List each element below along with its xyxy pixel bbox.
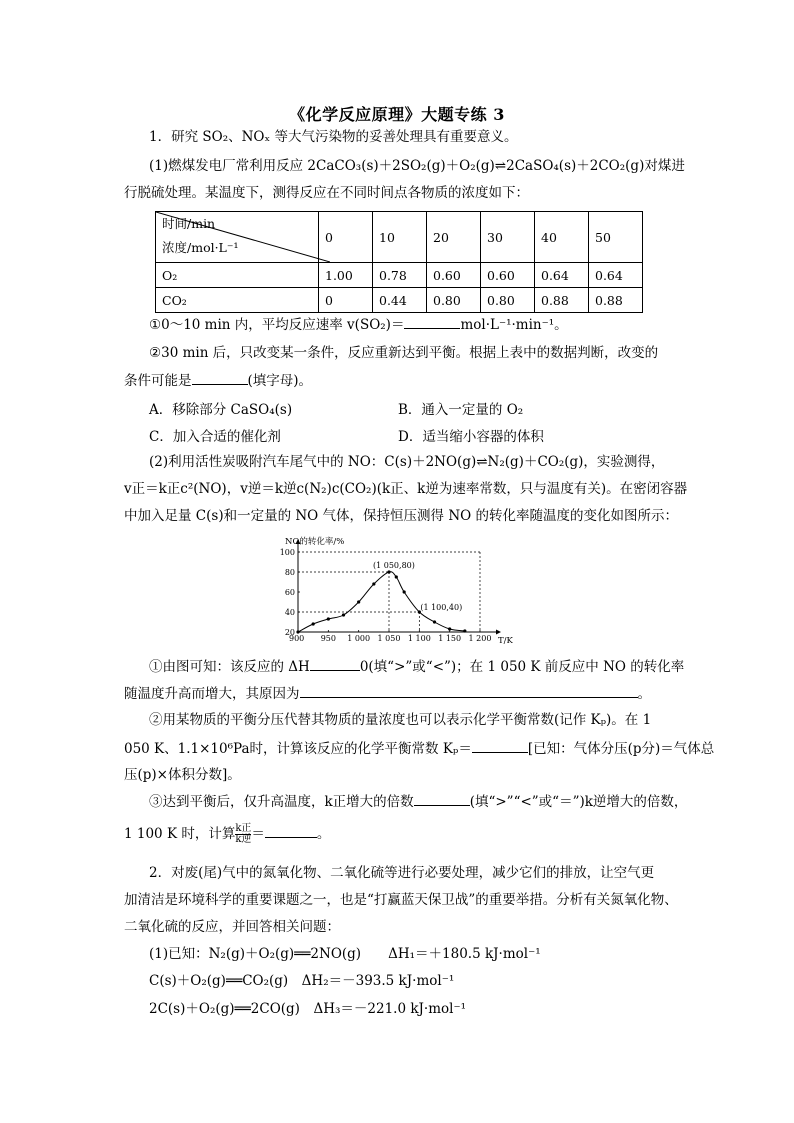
q2-3-line1 bbox=[149, 792, 687, 811]
answer-blank[interactable] bbox=[300, 684, 638, 698]
data-point bbox=[327, 617, 330, 620]
x-tick-label: 1 150 bbox=[438, 634, 462, 643]
fraction-numerator: k正 bbox=[235, 823, 252, 834]
table-cell: 1.00 bbox=[319, 263, 373, 288]
annotation-label: (1 100,40) bbox=[420, 603, 463, 612]
q2-eq2: C(s)＋O₂(g)══CO₂(g) ΔH₂＝－393.5 kJ·mol⁻¹ bbox=[149, 973, 455, 989]
conversion-series-points bbox=[296, 570, 466, 633]
chart-annotations bbox=[373, 561, 462, 612]
table-cell: 0.44 bbox=[373, 288, 427, 313]
q2-2-line3: 压(p)×体积分数]。 bbox=[124, 767, 241, 783]
q1-1-unit: mol·L⁻¹·min⁻¹。 bbox=[460, 317, 568, 333]
q2-1-text-c: 随温度升高而增大，其原因为 bbox=[124, 686, 300, 702]
answer-blank[interactable] bbox=[310, 657, 360, 671]
table-row bbox=[156, 263, 643, 288]
concentration-table bbox=[155, 211, 643, 313]
data-point bbox=[296, 630, 299, 633]
table-cell: 0.80 bbox=[427, 288, 481, 313]
table-cell: 0.88 bbox=[589, 288, 643, 313]
data-point bbox=[372, 582, 375, 585]
data-point bbox=[403, 590, 406, 593]
time-header: 20 bbox=[427, 212, 481, 263]
q1-2-line1: ②30 min 后，只改变某一条件，反应重新达到平衡。根据上表中的数据判断，改变的 bbox=[149, 345, 659, 361]
data-point bbox=[387, 570, 390, 573]
y-tick-label: 100 bbox=[279, 548, 295, 557]
q1-2-hint: (填字母)。 bbox=[247, 373, 313, 389]
table-cell: 0 bbox=[319, 288, 373, 313]
q1-p2-line1: (2)利用活性炭吸附汽车尾气中的 NO：C(s)＋2NO(g)⇌N₂(g)＋CO₂(g)，实验测得， bbox=[149, 454, 665, 470]
q2-line2: 加清洁是环境科学的重要课题之一，也是“打赢蓝天保卫战”的重要举措。分析有关氮氧化物、 bbox=[124, 892, 678, 908]
q1-p1-line1: (1)燃煤发电厂常利用反应 2CaCO₃(s)＋2SO₂(g)＋O₂(g)⇌2CaSO₄(s)＋2CO₂(g)对煤进 bbox=[149, 158, 685, 174]
data-point bbox=[448, 627, 451, 630]
x-tick-label: 1 200 bbox=[468, 634, 492, 643]
data-point bbox=[395, 575, 398, 578]
time-header: 30 bbox=[481, 212, 535, 263]
q2-1-line2 bbox=[124, 684, 651, 703]
data-point bbox=[463, 629, 466, 632]
q1-p1-line2: 行脱硫处理。某温度下，测得反应在不同时间点各物质的浓度如下： bbox=[124, 185, 529, 201]
answer-blank[interactable] bbox=[265, 824, 317, 838]
table-cell: 0.88 bbox=[535, 288, 589, 313]
conversion-series-line bbox=[298, 572, 465, 632]
q1-p2-line2: v正＝k正c²(NO)，v逆＝k逆c(N₂)c(CO₂)(k正、k逆为速率常数，只与温度有关)。在密闭容器 bbox=[124, 481, 688, 497]
q2-3-line2 bbox=[124, 824, 330, 845]
table-cell: 0.60 bbox=[427, 263, 481, 288]
y-tick-label: 80 bbox=[284, 568, 295, 577]
time-header: 10 bbox=[373, 212, 427, 263]
table-cell: 0.64 bbox=[589, 263, 643, 288]
q2-2-text-b: [已知：气体分压(p分)＝气体总 bbox=[527, 741, 715, 757]
answer-blank[interactable] bbox=[404, 315, 460, 329]
rate-constant-fraction bbox=[235, 824, 251, 845]
x-axis-arrow bbox=[496, 630, 501, 635]
table-cell: 0.60 bbox=[481, 263, 535, 288]
q2-line1: 2．对废(尾)气中的氮氧化物、二氧化硫等进行必要处理，减少它们的排放，让空气更 bbox=[149, 865, 655, 881]
x-tick-label: 900 bbox=[289, 634, 305, 643]
option-c: C．加入合适的催化剂 bbox=[149, 429, 281, 445]
time-header: 50 bbox=[589, 212, 643, 263]
q1-2-text: 条件可能是 bbox=[124, 373, 192, 389]
q2-eq1: (1)已知：N₂(g)＋O₂(g)══2NO(g) ΔH₁＝＋180.5 kJ·mol⁻¹ bbox=[149, 946, 541, 962]
y-tick-label: 60 bbox=[284, 588, 295, 597]
table-corner-cell bbox=[156, 212, 319, 263]
q1-p2-line3: 中加入足量 C(s)和一定量的 NO 气体，保持恒压测得 NO 的转化率随温度的变化如图所示： bbox=[124, 508, 679, 524]
chart-y-axis-label: NO的转化率/% bbox=[285, 537, 345, 547]
conversion-chart bbox=[270, 535, 520, 647]
x-tick-label: 1 050 bbox=[377, 634, 401, 643]
q2-3-end: 。 bbox=[316, 826, 331, 842]
y-tick-label: 40 bbox=[284, 608, 295, 617]
q2-2-text: 050 K、1.1×10⁶Pa时，计算该反应的化学平衡常数 Kₚ＝ bbox=[124, 741, 472, 757]
x-tick-label: 1 100 bbox=[407, 634, 431, 643]
data-point bbox=[312, 622, 315, 625]
option-b: B．通入一定量的 O₂ bbox=[398, 402, 524, 418]
q1-intro: 1．研究 SO₂、NOₓ 等大气污染物的妥善处理具有重要意义。 bbox=[149, 129, 518, 145]
corner-conc-label: 浓度/mol·L⁻¹ bbox=[162, 240, 239, 255]
table-cell: 0.80 bbox=[481, 288, 535, 313]
time-header: 40 bbox=[535, 212, 589, 263]
q2-3-text-c: 1 100 K 时，计算 bbox=[124, 826, 236, 842]
q1-2-line2 bbox=[124, 371, 312, 390]
x-tick-label: 950 bbox=[320, 634, 336, 643]
row-label: CO₂ bbox=[156, 288, 319, 313]
x-tick-label: 1 000 bbox=[347, 634, 371, 643]
q2-1-text-d: 。 bbox=[637, 686, 651, 702]
page-title: 《化学反应原理》大题专练 3 bbox=[289, 105, 505, 124]
table-row bbox=[156, 288, 643, 313]
q2-1-text-b: 0(填“>”或“<”)；在 1 050 K 前反应中 NO 的转化率 bbox=[359, 659, 685, 675]
q1-1 bbox=[149, 315, 568, 334]
data-point bbox=[433, 620, 436, 623]
option-d: D．适当缩小容器的体积 bbox=[398, 429, 544, 445]
q2-3-text-b: (填“>”“<”或“＝”)k逆增大的倍数， bbox=[469, 794, 688, 810]
q2-line3: 二氧化硫的反应，并回答相关问题： bbox=[124, 919, 340, 935]
table-cell: 0.78 bbox=[373, 263, 427, 288]
data-point bbox=[357, 600, 360, 603]
answer-blank[interactable] bbox=[472, 739, 528, 753]
q2-3-equals: ＝ bbox=[251, 826, 265, 842]
q1-1-text: ①0～10 min 内，平均反应速率 v(SO₂)＝ bbox=[149, 317, 405, 333]
q2-2-line1: ②用某物质的平衡分压代替其物质的量浓度也可以表示化学平衡常数(记作 Kₚ)。在 1 bbox=[149, 712, 652, 728]
chart-axes bbox=[296, 539, 502, 635]
fraction-denominator: k逆 bbox=[235, 834, 252, 845]
option-a: A．移除部分 CaSO₄(s) bbox=[149, 402, 293, 418]
annotation-label: (1 050,80) bbox=[373, 561, 415, 570]
row-label: O₂ bbox=[156, 263, 319, 288]
corner-time-label: 时间/min bbox=[162, 216, 216, 231]
answer-blank[interactable] bbox=[192, 371, 248, 385]
q2-2-line2 bbox=[124, 739, 714, 758]
table-cell: 0.64 bbox=[535, 263, 589, 288]
y-tick-label: 20 bbox=[284, 628, 295, 637]
q2-1-line1 bbox=[149, 657, 684, 676]
chart-x-axis-label: T/K bbox=[498, 636, 513, 646]
data-point bbox=[342, 613, 345, 616]
q2-eq3: 2C(s)＋O₂(g)══2CO(g) ΔH₃＝－221.0 kJ·mol⁻¹ bbox=[149, 1001, 466, 1017]
time-header: 0 bbox=[319, 212, 373, 263]
q2-1-text: ①由图可知：该反应的 ΔH bbox=[149, 659, 310, 675]
answer-blank[interactable] bbox=[414, 792, 470, 806]
q2-3-text: ③达到平衡后，仅升高温度，k正增大的倍数 bbox=[149, 794, 414, 810]
